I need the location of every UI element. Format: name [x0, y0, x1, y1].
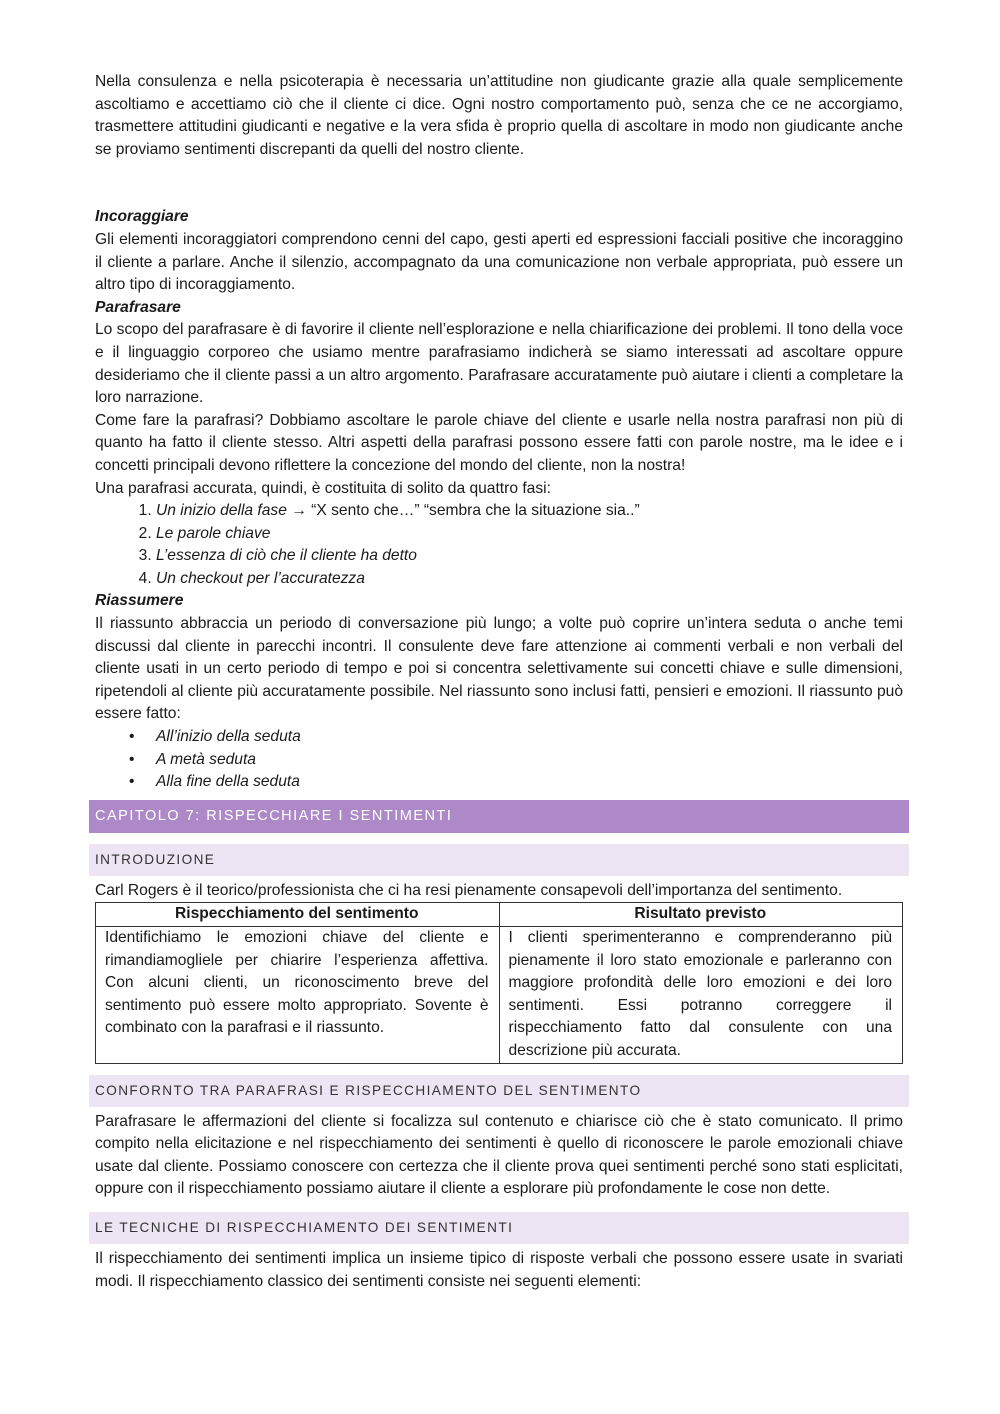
riassunto-bullet-list [95, 726, 903, 794]
table-header-cell: Rispecchiamento del sentimento [96, 903, 500, 927]
table-header-cell: Risultato previsto [499, 903, 903, 927]
parafrasare-title: Parafrasare [95, 298, 181, 316]
list-item: 4. Un checkout per l’accuratezza [156, 568, 903, 591]
table-header-row [96, 903, 903, 927]
section-heading-tecniche: LE TECNICHE DI RISPECCHIAMENTO DEI SENTIMENTI [89, 1212, 909, 1244]
parafrasare-paragraph-3: Una parafrasi accurata, quindi, è costituita di solito da quattro fasi: [95, 479, 551, 497]
section-heading-introduzione: INTRODUZIONE [89, 844, 909, 876]
table-cell: I clienti sperimenteranno e comprenderanno più pienamente il loro stato emozionale e parleranno con maggiore profondità delle loro emozioni e dei loro sentimenti. Essi potranno correggere il rispecchiamento fatto dal consulente con una descrizione più accurata. [499, 927, 903, 1064]
list-item: 3. L’essenza di ciò che il cliente ha detto [156, 545, 903, 568]
list-item: 1. Un inizio della fase → “X sento che…” “sembra che la situazione sia..” [156, 500, 903, 523]
incoraggiare-text: Gli elementi incoraggiatori comprendono cenni del capo, gesti aperti ed espressioni facciali positive che incoraggino il cliente a parlare. Anche il silenzio, accompagnato da una comunicazione non verbale appropriata, può essere un altro tipo di incoraggiamento. [95, 230, 903, 294]
list-item: • All’inizio della seduta [156, 726, 903, 749]
riassumere-text: Il riassunto abbraccia un periodo di conversazione più lungo; a volte può coprire un’intera seduta o anche temi discussi dal cliente in parecchi incontri. Il consulente deve fare attenzione ai commenti verbali e non verbali del cliente usati in un certo periodo di tempo e poi si concentra selettivamente sui concetti chiave e sulle dimensioni, ripetendoli al cliente più accuratamente possibile. Nel riassunto sono inclusi fatti, pensieri e emozioni. Il riassunto può essere fatto: [95, 615, 903, 723]
table-row [96, 927, 903, 1064]
rispecchiamento-table [95, 902, 903, 1063]
list-item: • Alla fine della seduta [156, 771, 903, 794]
tecniche-text: Il rispecchiamento dei sentimenti implica un insieme tipico di risposte verbali che possono essere usate in svariati modi. Il rispecchiamento classico dei sentimenti consiste nei seguenti elementi: [95, 1249, 903, 1290]
confronto-text: Parafrasare le affermazioni del cliente si focalizza sul contenuto e chiarisce ciò che è stato comunicato. Il primo compito nella elicitazione e nel rispecchiamento dei sentimenti è quello di riconoscere le parole emozionali chiave usate dal cliente. Possiamo conoscere con certezza che il cliente prova quei sentimenti perché sono stati esplicitati, oppure con il rispecchiamento possiamo aiutare il cliente a esplorare più profondamente le cose non dette. [95, 1112, 903, 1198]
list-item: • A metà seduta [156, 749, 903, 772]
list-item: 2. Le parole chiave [156, 523, 903, 546]
intro-paragraph: Nella consulenza e nella psicoterapia è necessaria un’attitudine non giudicante grazie alla quale semplicemente ascoltiamo e accettiamo ciò che il cliente ci dice. Ogni nostro comportamento può, senza che ce ne accorgiamo, trasmettere attitudini giudicanti e negative e la vera sfida è proprio quella di ascoltare in modo non giudicante anche se proviamo sentimenti discrepanti da quelli del nostro cliente. [95, 73, 903, 158]
parafrasi-steps-list [95, 500, 903, 590]
arrow-right-icon: → [291, 502, 307, 520]
chapter-heading: CAPITOLO 7: RISPECCHIARE I SENTIMENTI [89, 800, 909, 833]
parafrasare-paragraph-2: Come fare la parafrasi? Dobbiamo ascoltare le parole chiave del cliente e usarle nella nostra parafrasi non più di quanto ha fatto il cliente stesso. Altri aspetti della parafrasi possono essere fatti con parole nostre, ma le idee e i concetti principali devono riflettere la concezione del mondo del cliente, non la nostra! [95, 411, 903, 474]
incoraggiare-title: Incoraggiare [95, 208, 189, 226]
parafrasare-paragraph-1: Lo scopo del parafrasare è di favorire il cliente nell’esplorazione e nella chiarificazione dei problemi. Il tono della voce e il linguaggio corporeo che usiamo mentre parafrasiamo indicherà se siamo interessati ad ascoltare oppure desideriamo che il cliente passi a un altro argomento. Parafrasare accuratamente può aiutare i clienti a completare la loro narrazione. [95, 321, 903, 407]
introduzione-text: Carl Rogers è il teorico/professionista che ci ha resi pienamente consapevoli dell’importanza del sentimento. [95, 881, 843, 899]
spacer [95, 161, 903, 206]
page-content [95, 71, 903, 1293]
section-heading-confronto: CONFORNTO TRA PARAFRASI E RISPECCHIAMENTO DEL SENTIMENTO [89, 1075, 909, 1107]
table-cell: Identifichiamo le emozioni chiave del cliente e rimandiamogliele per chiarire l’esperienza affettiva. Con alcuni clienti, un riconoscimento breve del sentimento può essere molto appropriato. Sovente è combinato con la parafrasi e il riassunto. [96, 927, 500, 1064]
riassumere-title: Riassumere [95, 592, 184, 610]
